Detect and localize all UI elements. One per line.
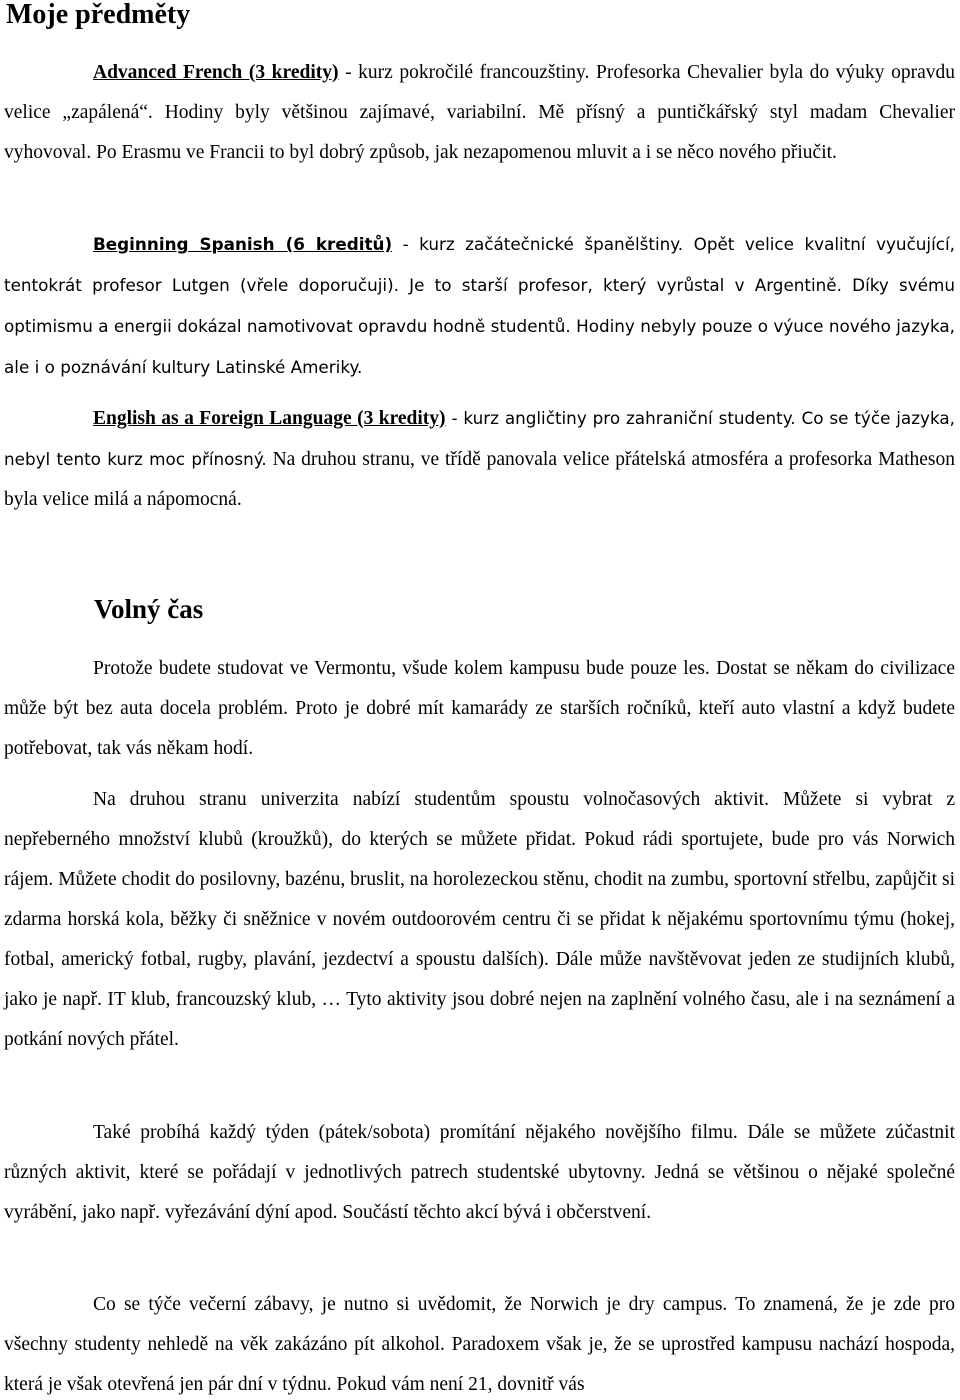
free-time-paragraph-4: Co se týče večerní zábavy, je nutno si uvědomit, že Norwich je dry campus. To znamená, že je zde pro všechny studenty nehledě na věk zakázáno pít alkohol. Paradoxem však je, že se uprostřed kampusu nachází hospoda, která je však otevřená jen pár dní v týdnu. Pokud vám není 21, dovnitř vás <box>4 1294 955 1395</box>
course-paragraph-french <box>4 53 955 173</box>
course-text-french-tail: Po Erasmu ve Francii to byl dobrý způsob, jak nezapomenou mluvit a i se něco nového přiučit. <box>91 142 837 163</box>
course-text-spanish: - kurz začátečnické španělštiny. Opět velice kvalitní vyučující, tentokrát profesor Lutgen (vřele doporučuji). Je to starší profesor, který vyrůstal v Argentině. Díky svému optimismu a energii dokázal namotivovat opravdu hodně studentů. Hodiny nebyly pouze o výuce nového jazyka, ale i o poznávání kultury Latinské Ameriky. <box>4 234 955 377</box>
free-time-paragraph-2: Na druhou stranu univerzita nabízí studentům spoustu volnočasových aktivit. Můžete si vybrat z nepřeberného množství klubů (kroužků), do kterých se můžete přidat. Pokud rádi sportujete, bude pro vás Norwich rájem. Můžete chodit do posilovny, bazénu, bruslit, na horolezeckou stěnu, chodit na zumbu, sportovní střelbu, zapůjčit si zdarma horská kola, běžky či sněžnice v novém outdoorovém centru či se přidat k nějakému sportovnímu týmu (hokej, fotbal, americký fotbal, rugby, plavání, jezdectví a spoustu dalších). Dále může navštěvovat jeden ze studijních klubů, jako je např. IT klub, francouzský klub, … Tyto aktivity jsou dobré nejen na zaplnění volného času, ale i na seznámení a potkání nových přátel. <box>4 789 955 1050</box>
course-paragraph-spanish <box>4 224 955 388</box>
section-heading-subjects: Moje předměty <box>6 0 191 30</box>
course-name-english: English as a Foreign Language (3 kredity) <box>93 408 446 429</box>
free-time-paragraph-3: Také probíhá každý týden (pátek/sobota) promítání nějakého novějšího filmu. Dále se můžete zúčastnit různých aktivit, které se pořádají v jednotlivých patrech studentské ubytovny. Jedná se většinou o nějaké společné vyrábění, jako např. vyřezávání dýní apod. Součástí těchto akcí bývá i občerstvení. <box>4 1122 955 1223</box>
course-name-french: Advanced French (3 kredity) <box>93 62 339 83</box>
course-text-french: - kurz pokročilé francouzštiny. Profesorka Chevalier byla do výuky opravdu velice „zapálená“. Hodiny byly většinou zajímavé, variabilní. Mě přísný a puntičkářský styl madam Chevalier vyhovoval. <box>4 62 955 163</box>
course-text-english-tail: Na druhou stranu, ve třídě panovala velice přátelská atmosféra a profesorka Matheson byla velice milá a nápomocná. <box>4 449 955 510</box>
section-heading-free-time: Volný čas <box>94 594 204 624</box>
free-time-paragraph-1: Protože budete studovat ve Vermontu, všude kolem kampusu bude pouze les. Dostat se někam do civilizace může být bez auta docela problém. Proto je dobré mít kamarády ze starších ročníků, kteří auto vlastní a když budete potřebovat, tak vás někam hodí. <box>4 658 955 759</box>
course-text-english: - kurz angličtiny pro zahraniční studenty. Co se týče jazyka, nebyl tento kurz moc přínosný. <box>4 408 955 469</box>
course-name-spanish: Beginning Spanish (6 kreditů) <box>93 234 393 254</box>
course-paragraph-english <box>4 398 955 520</box>
